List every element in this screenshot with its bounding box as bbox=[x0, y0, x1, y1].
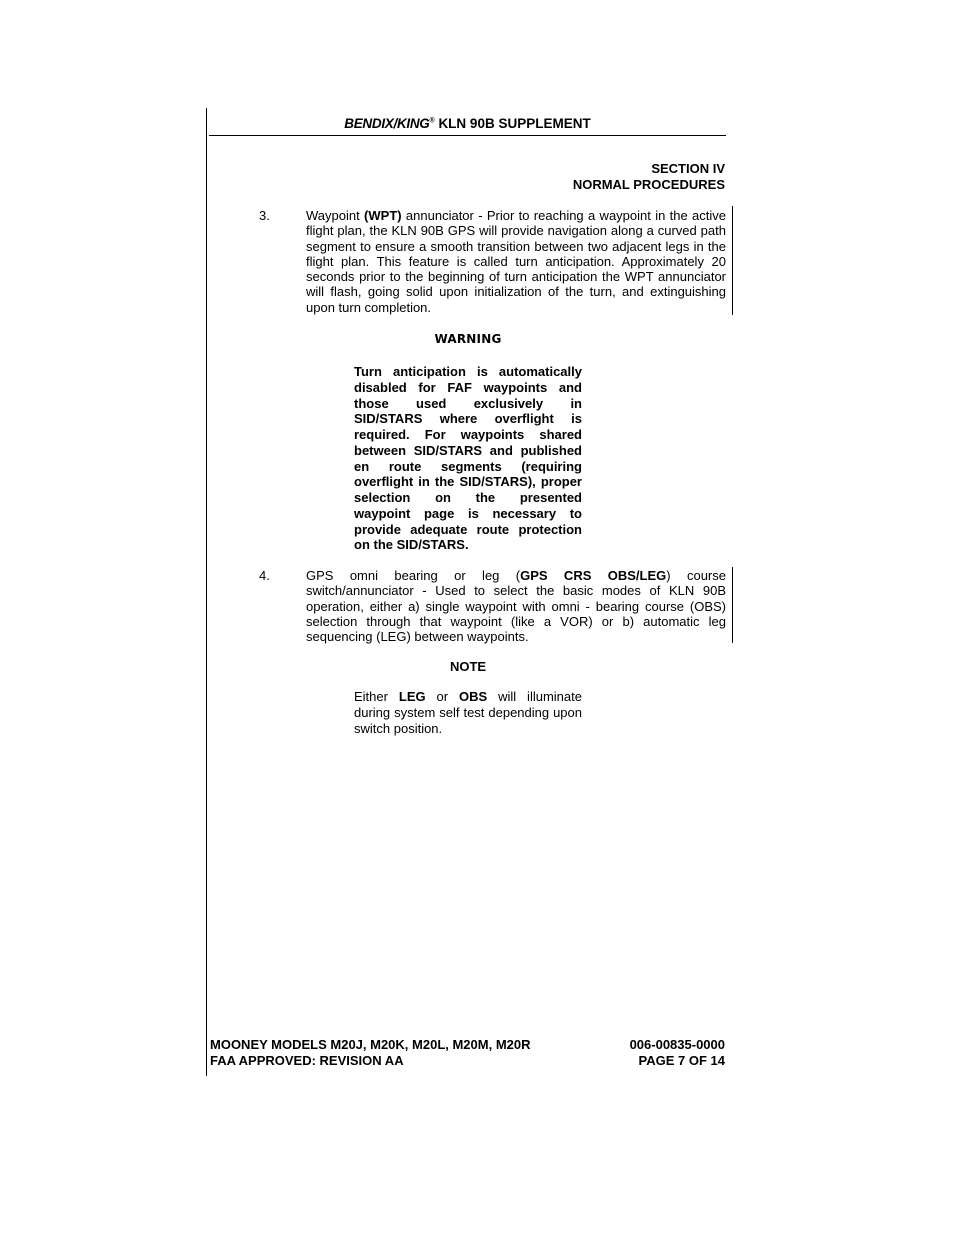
section-name: NORMAL PROCEDURES bbox=[572, 177, 725, 192]
item-3-text bbox=[306, 208, 726, 315]
warning-line: selection on the presented bbox=[354, 490, 582, 505]
warning-line: waypoint page is necessary to bbox=[354, 505, 582, 521]
item-4-number: 4. bbox=[259, 568, 270, 583]
section-heading bbox=[573, 161, 725, 193]
note-term-leg: LEG bbox=[398, 689, 426, 704]
warning-text bbox=[354, 364, 582, 553]
note-text-1: Either bbox=[354, 689, 399, 704]
item-4-text bbox=[306, 568, 726, 644]
item-4-term: GPS CRS OBS/LEG bbox=[520, 568, 667, 583]
footer-right bbox=[630, 1037, 725, 1069]
warning-line: Turn anticipation is automatically bbox=[354, 364, 582, 379]
warning-line: those used exclusively in bbox=[354, 395, 582, 411]
warning-line: disabled for FAF waypoints and bbox=[354, 379, 582, 395]
warning-title: WARNING bbox=[434, 332, 502, 346]
registered-mark: ® bbox=[429, 117, 435, 125]
left-margin-rule bbox=[206, 108, 207, 1076]
header-rule bbox=[209, 135, 726, 136]
warning-line: between SID/STARS and published bbox=[354, 442, 582, 458]
footer-approval: FAA APPROVED: REVISION AA bbox=[210, 1053, 404, 1068]
change-bar bbox=[732, 206, 733, 315]
note-text bbox=[354, 689, 582, 736]
item-3-term: (WPT) bbox=[364, 208, 402, 223]
header-title: KLN 90B SUPPLEMENT bbox=[438, 116, 591, 131]
footer-models: MOONEY MODELS M20J, M20K, M20L, M20M, M20R bbox=[210, 1037, 531, 1052]
item-3-number: 3. bbox=[259, 208, 270, 223]
item-3-body: annunciator - Prior to reaching a waypoint in the active flight plan, the KLN 90B GPS will provide navigation along a curved path segment to ensure a smooth transition between two adjacent legs in the flight plan. This feature is called turn anticipation. Approximately 20 seconds prior to the beginning of turn anticipation the WPT annunciator will flash, going solid upon initialization of the turn, and extinguishing upon turn completion. bbox=[306, 208, 726, 315]
note-text-3: will illuminate during system self test depending upon switch position. bbox=[354, 689, 582, 736]
note-term-obs: OBS bbox=[459, 689, 488, 704]
warning-line: provide adequate route protection bbox=[354, 521, 582, 537]
warning-line: overflight in the SID/STARS), proper bbox=[354, 474, 582, 490]
warning-line: on the SID/STARS. bbox=[354, 537, 469, 553]
section-number: SECTION IV bbox=[651, 161, 725, 176]
warning-line: required. For waypoints shared bbox=[354, 427, 582, 442]
note-title: NOTE bbox=[449, 659, 487, 674]
brand-logo: BENDIX/KING bbox=[344, 116, 430, 131]
note-text-2: or bbox=[425, 689, 459, 704]
change-bar bbox=[732, 567, 733, 643]
item-4-lead: GPS omni bearing or leg ( bbox=[306, 568, 521, 583]
warning-line: SID/STARS where overflight is bbox=[354, 411, 582, 427]
page-header bbox=[209, 116, 726, 131]
footer-page-number: PAGE 7 OF 14 bbox=[638, 1053, 725, 1068]
warning-line: en route segments (requiring bbox=[354, 458, 582, 474]
item-4-body: ) course switch/annunciator - Used to select the basic modes of KLN 90B operation, either a) single waypoint with omni - bearing course (OBS) selection through that waypoint (like a VOR) or b) automatic leg sequencing (LEG) between waypoints. bbox=[306, 568, 726, 645]
footer-left bbox=[210, 1037, 531, 1069]
item-3-lead: Waypoint bbox=[306, 208, 365, 223]
footer-doc-number: 006-00835-0000 bbox=[629, 1037, 725, 1052]
